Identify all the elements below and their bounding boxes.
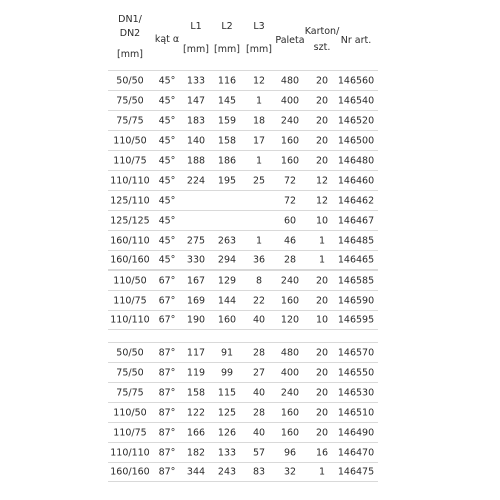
carton-cell: 1 [318,235,326,246]
table-group-67deg [108,270,378,330]
carton-cell: 20 [315,295,329,306]
carton-cell: 20 [315,115,329,126]
l2-cell: 195 [217,175,237,186]
header-carton-line2: szt. [313,42,331,53]
pallet-cell: 72 [283,175,297,186]
l1-cell: 169 [186,295,206,306]
dn-cell: 75/75 [116,387,144,398]
pallet-cell: 240 [280,275,300,286]
table-row [108,190,378,210]
table-row [108,422,378,442]
angle-cell: 45° [158,115,176,126]
table-row [108,130,378,150]
article-cell: 146585 [337,275,375,286]
carton-cell: 20 [315,155,329,166]
table-row [108,170,378,190]
table-row [108,250,378,270]
l2-cell: 186 [217,155,237,166]
carton-cell: 10 [315,215,329,226]
l2-cell: 145 [217,95,237,106]
pallet-cell: 400 [280,95,300,106]
angle-cell: 45° [158,195,176,206]
l3-cell: 40 [252,314,266,326]
l2-cell: 129 [217,275,237,286]
article-cell: 146595 [337,314,375,326]
l2-cell: 159 [217,115,237,126]
table-row [108,150,378,170]
l2-cell: 263 [217,235,237,246]
angle-cell: 45° [158,235,176,246]
table-row [108,70,378,90]
header-l2-unit: [mm] [214,44,240,55]
header-l2: L2 [221,21,233,32]
l2-cell: 125 [217,407,237,418]
l3-cell: 17 [252,135,266,146]
l2-cell: 116 [217,75,237,86]
angle-cell: 87° [158,427,176,438]
l1-cell: 166 [186,427,206,438]
article-cell: 146560 [337,75,375,86]
article-cell: 146460 [337,175,375,186]
l1-cell: 119 [186,367,206,378]
angle-cell: 45° [158,135,176,146]
l3-cell: 22 [252,295,266,306]
l3-cell: 1 [255,95,263,106]
dn-cell: 110/50 [113,407,147,418]
dn-cell: 110/75 [113,427,147,438]
l3-cell: 1 [255,235,263,246]
l2-cell: 294 [217,254,237,266]
header-l3: L3 [253,21,265,32]
article-cell: 146485 [337,235,375,246]
l3-cell: 28 [252,347,266,358]
l2-cell: 144 [217,295,237,306]
pallet-cell: 28 [283,254,297,266]
table-row [108,310,378,330]
angle-cell: 45° [158,155,176,166]
carton-cell: 20 [315,427,329,438]
dn-cell: 50/50 [116,347,144,358]
dn-cell: 110/110 [110,447,150,458]
dn-cell: 110/110 [110,314,150,326]
l1-cell: 190 [186,314,206,326]
l2-cell: 158 [217,135,237,146]
article-cell: 146462 [337,195,375,206]
l2-cell: 126 [217,427,237,438]
l3-cell: 83 [252,466,266,478]
l2-cell: 115 [217,387,237,398]
table-row [108,90,378,110]
pallet-cell: 46 [283,235,297,246]
angle-cell: 67° [158,295,176,306]
angle-cell: 45° [158,215,176,226]
angle-cell: 87° [158,407,176,418]
article-cell: 146590 [337,295,375,306]
table-row [108,290,378,310]
angle-cell: 45° [158,254,176,266]
dn-cell: 125/110 [110,195,150,206]
l1-cell: 133 [186,75,206,86]
pallet-cell: 72 [283,195,297,206]
table-row [108,402,378,422]
header-dn-unit: [mm] [117,49,143,60]
angle-cell: 87° [158,466,176,478]
angle-cell: 87° [158,387,176,398]
table-row [108,462,378,482]
angle-cell: 87° [158,367,176,378]
dn-cell: 110/50 [113,275,147,286]
carton-cell: 1 [318,466,326,478]
dn-cell: 110/50 [113,135,147,146]
dn-cell: 110/110 [110,175,150,186]
angle-cell: 45° [158,175,176,186]
l1-cell: 117 [186,347,206,358]
l1-cell: 188 [186,155,206,166]
angle-cell: 45° [158,95,176,106]
pallet-cell: 240 [280,115,300,126]
dn-cell: 160/160 [110,254,150,266]
header-dn-line2: DN2 [119,28,141,39]
l1-cell: 122 [186,407,206,418]
l1-cell: 140 [186,135,206,146]
carton-cell: 16 [315,447,329,458]
dn-cell: 50/50 [116,75,144,86]
table-row [108,210,378,230]
table-row [108,230,378,250]
table-row [108,110,378,130]
l2-cell: 133 [217,447,237,458]
dn-cell: 110/75 [113,295,147,306]
article-cell: 146540 [337,95,375,106]
carton-cell: 20 [315,367,329,378]
article-cell: 146480 [337,155,375,166]
l3-cell: 8 [255,275,263,286]
header-dn-line1: DN1/ [118,14,142,25]
l1-cell: 158 [186,387,206,398]
carton-cell: 20 [315,135,329,146]
pallet-cell: 96 [283,447,297,458]
article-cell: 146510 [337,407,375,418]
article-cell: 146530 [337,387,375,398]
carton-cell: 1 [318,254,326,266]
carton-cell: 20 [315,95,329,106]
table-row [108,270,378,290]
l2-cell: 243 [217,466,237,478]
table-row [108,382,378,402]
angle-cell: 67° [158,275,176,286]
carton-cell: 12 [315,175,329,186]
l1-cell: 330 [186,254,206,266]
header-l1: L1 [190,21,202,32]
carton-cell: 20 [315,407,329,418]
article-cell: 146475 [337,466,375,478]
header-l1-unit: [mm] [183,44,209,55]
angle-cell: 45° [158,75,176,86]
l1-cell: 167 [186,275,206,286]
l2-cell: 91 [220,347,234,358]
article-cell: 146465 [337,254,375,266]
header-carton-line1: Karton/ [304,26,340,37]
l3-cell: 1 [255,155,263,166]
l3-cell: 57 [252,447,266,458]
l3-cell: 18 [252,115,266,126]
table-group-87deg [108,342,378,482]
article-cell: 146500 [337,135,375,146]
header-angle: kąt α [154,34,180,45]
pallet-cell: 32 [283,466,297,478]
angle-cell: 87° [158,347,176,358]
carton-cell: 20 [315,275,329,286]
dn-cell: 160/110 [110,235,150,246]
l2-cell: 99 [220,367,234,378]
pallet-cell: 480 [280,75,300,86]
l1-cell: 275 [186,235,206,246]
header-l3-unit: [mm] [246,44,272,55]
l1-cell: 224 [186,175,206,186]
article-cell: 146470 [337,447,375,458]
dn-cell: 75/75 [116,115,144,126]
dn-cell: 110/75 [113,155,147,166]
article-cell: 146490 [337,427,375,438]
table-row [108,362,378,382]
header-pallet: Paleta [275,35,305,46]
pallet-cell: 160 [280,155,300,166]
header-article: Nr art. [340,35,372,46]
l3-cell: 40 [252,387,266,398]
dn-cell: 75/50 [116,367,144,378]
pallet-cell: 160 [280,427,300,438]
pallet-cell: 160 [280,295,300,306]
l3-cell: 40 [252,427,266,438]
carton-cell: 10 [315,314,329,326]
dn-cell: 125/125 [110,215,150,226]
l3-cell: 12 [252,75,266,86]
dn-cell: 75/50 [116,95,144,106]
pallet-cell: 480 [280,347,300,358]
dn-cell: 160/160 [110,466,150,478]
pallet-cell: 240 [280,387,300,398]
l3-cell: 28 [252,407,266,418]
carton-cell: 20 [315,75,329,86]
pallet-cell: 60 [283,215,297,226]
l1-cell: 344 [186,466,206,478]
pallet-cell: 120 [280,314,300,326]
carton-cell: 20 [315,387,329,398]
l2-cell: 160 [217,314,237,326]
carton-cell: 20 [315,347,329,358]
carton-cell: 12 [315,195,329,206]
l1-cell: 182 [186,447,206,458]
angle-cell: 67° [158,314,176,326]
l1-cell: 183 [186,115,206,126]
l1-cell: 147 [186,95,206,106]
l3-cell: 36 [252,254,266,266]
article-cell: 146550 [337,367,375,378]
table-row [108,342,378,362]
pallet-cell: 400 [280,367,300,378]
pallet-cell: 160 [280,407,300,418]
l3-cell: 25 [252,175,266,186]
article-cell: 146520 [337,115,375,126]
article-cell: 146467 [337,215,375,226]
angle-cell: 87° [158,447,176,458]
table-row [108,442,378,462]
table-group-45deg [108,70,378,270]
article-cell: 146570 [337,347,375,358]
pallet-cell: 160 [280,135,300,146]
l3-cell: 27 [252,367,266,378]
